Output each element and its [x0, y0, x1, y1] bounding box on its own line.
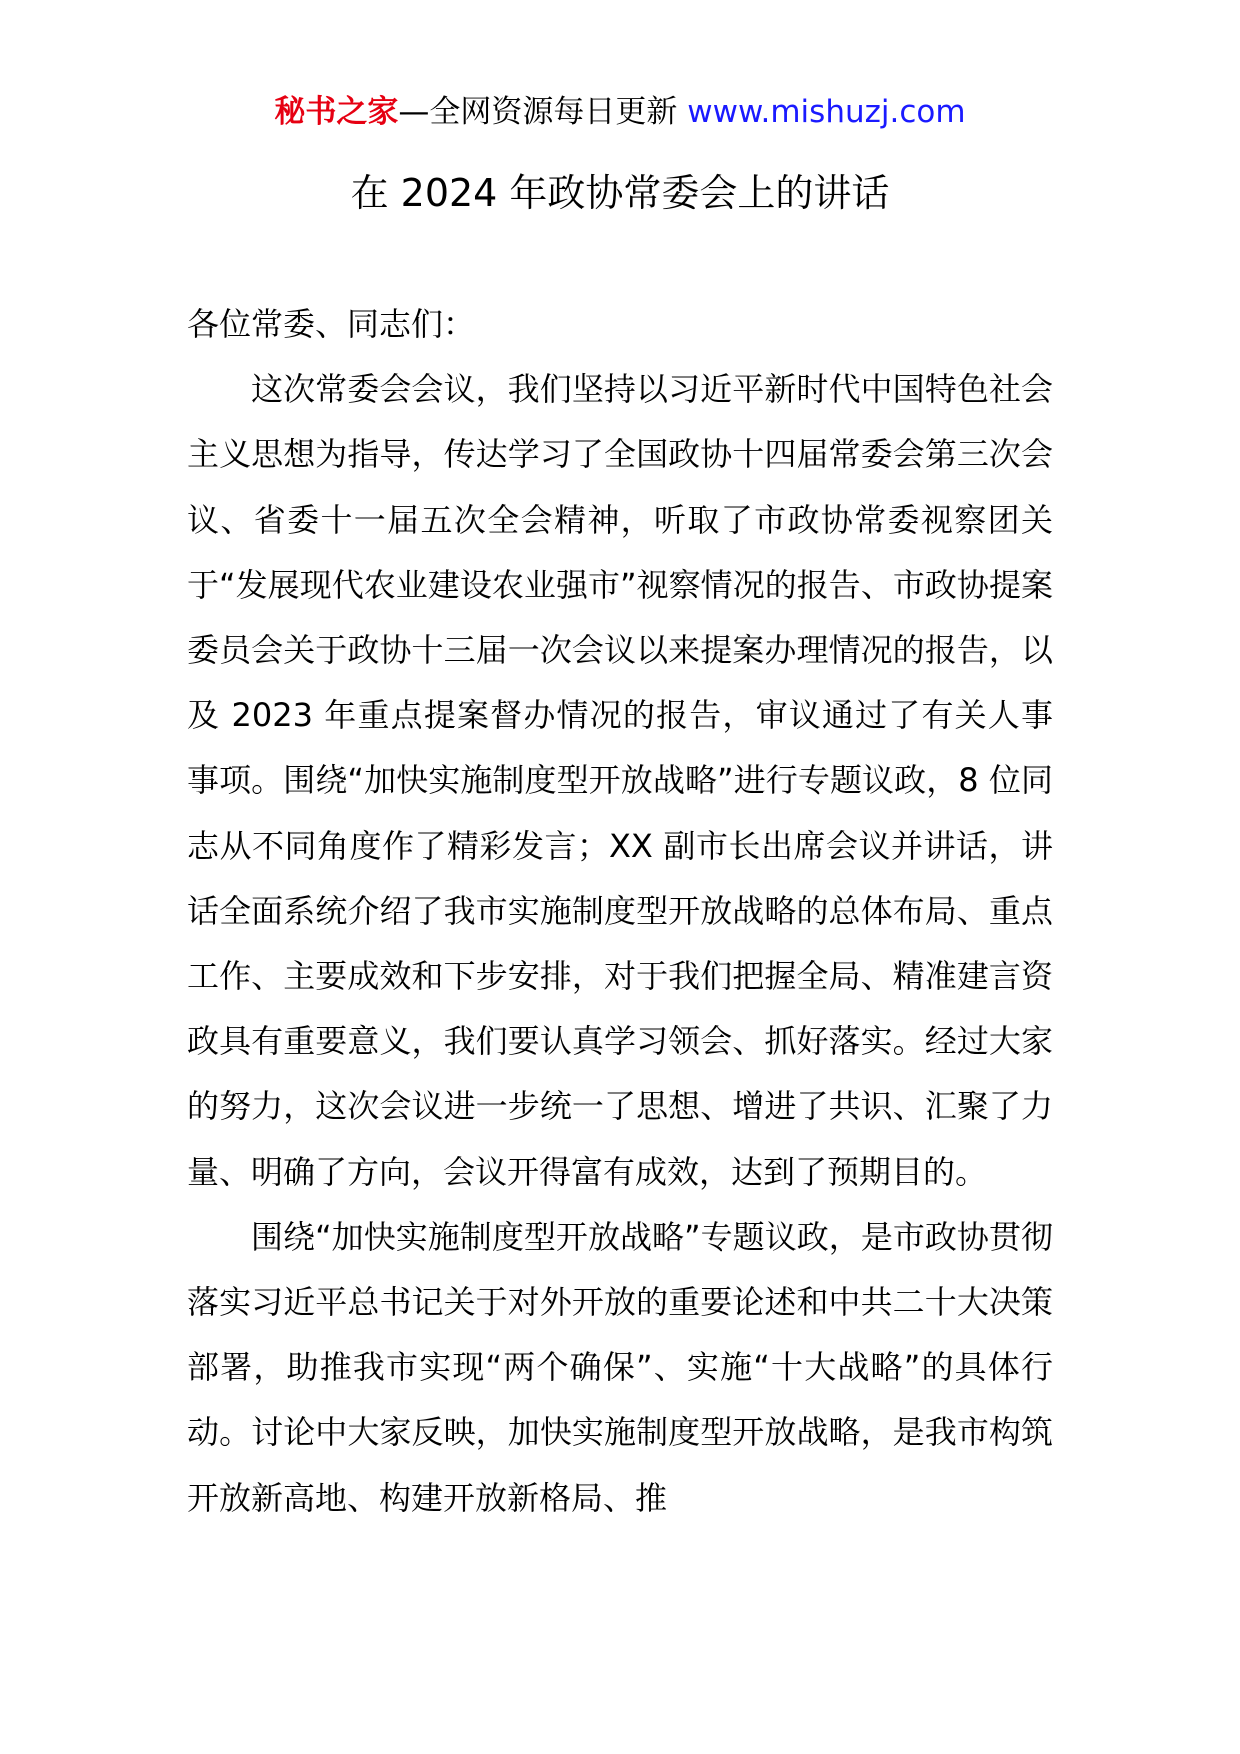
salutation: 各位常委、同志们： — [187, 305, 476, 343]
site-banner — [0, 92, 1240, 132]
site-url-link[interactable]: www.mishuzj.com — [687, 94, 966, 130]
brand-name: 秘书之家 — [274, 94, 399, 130]
document-title: 在 2024 年政协常委会上的讲话 — [350, 171, 890, 215]
document-body — [187, 292, 1053, 1531]
paragraph-1: 这次常委会会议，我们坚持以习近平新时代中国特色社会主义思想为指导，传达学习了全国政协十四届常委会第三次会议、省委十一届五次全会精神，听取了市政协常委视察团关于“发展现代农业建设农业强市”视察情况的报告、市政协提案委员会关于政协十三届一次会议以来提案办理情况的报告，以及 2023 年重点提案督办情况的报告，审议通过了有关人事事项。围绕“加快实施制度型开放战略”进行专题议政，8 位同志从不同角度作了精彩发言；XX 副市长出席会议并讲话，讲话全面系统介绍了我市实施制度型开放战略的总体布局、重点工作、主要成效和下步安排，对于我们把握全局、精准建言资政具有重要意义，我们要认真学习领会、抓好落实。经过大家的努力，这次会议进一步统一了思想、增进了共识、汇聚了力量、明确了方向，会议开得富有成效，达到了预期目的。 — [187, 370, 1053, 1191]
paragraph-2: 围绕“加快实施制度型开放战略”专题议政，是市政协贯彻落实习近平总书记关于对外开放的重要论述和中共二十大决策部署，助推我市实现“两个确保”、实施“十大战略”的具体行动。讨论中大家反映，加快实施制度型开放战略，是我市构筑开放新高地、构建开放新格局、推 — [187, 1217, 1053, 1517]
banner-tagline: —全网资源每日更新 — [398, 94, 678, 130]
